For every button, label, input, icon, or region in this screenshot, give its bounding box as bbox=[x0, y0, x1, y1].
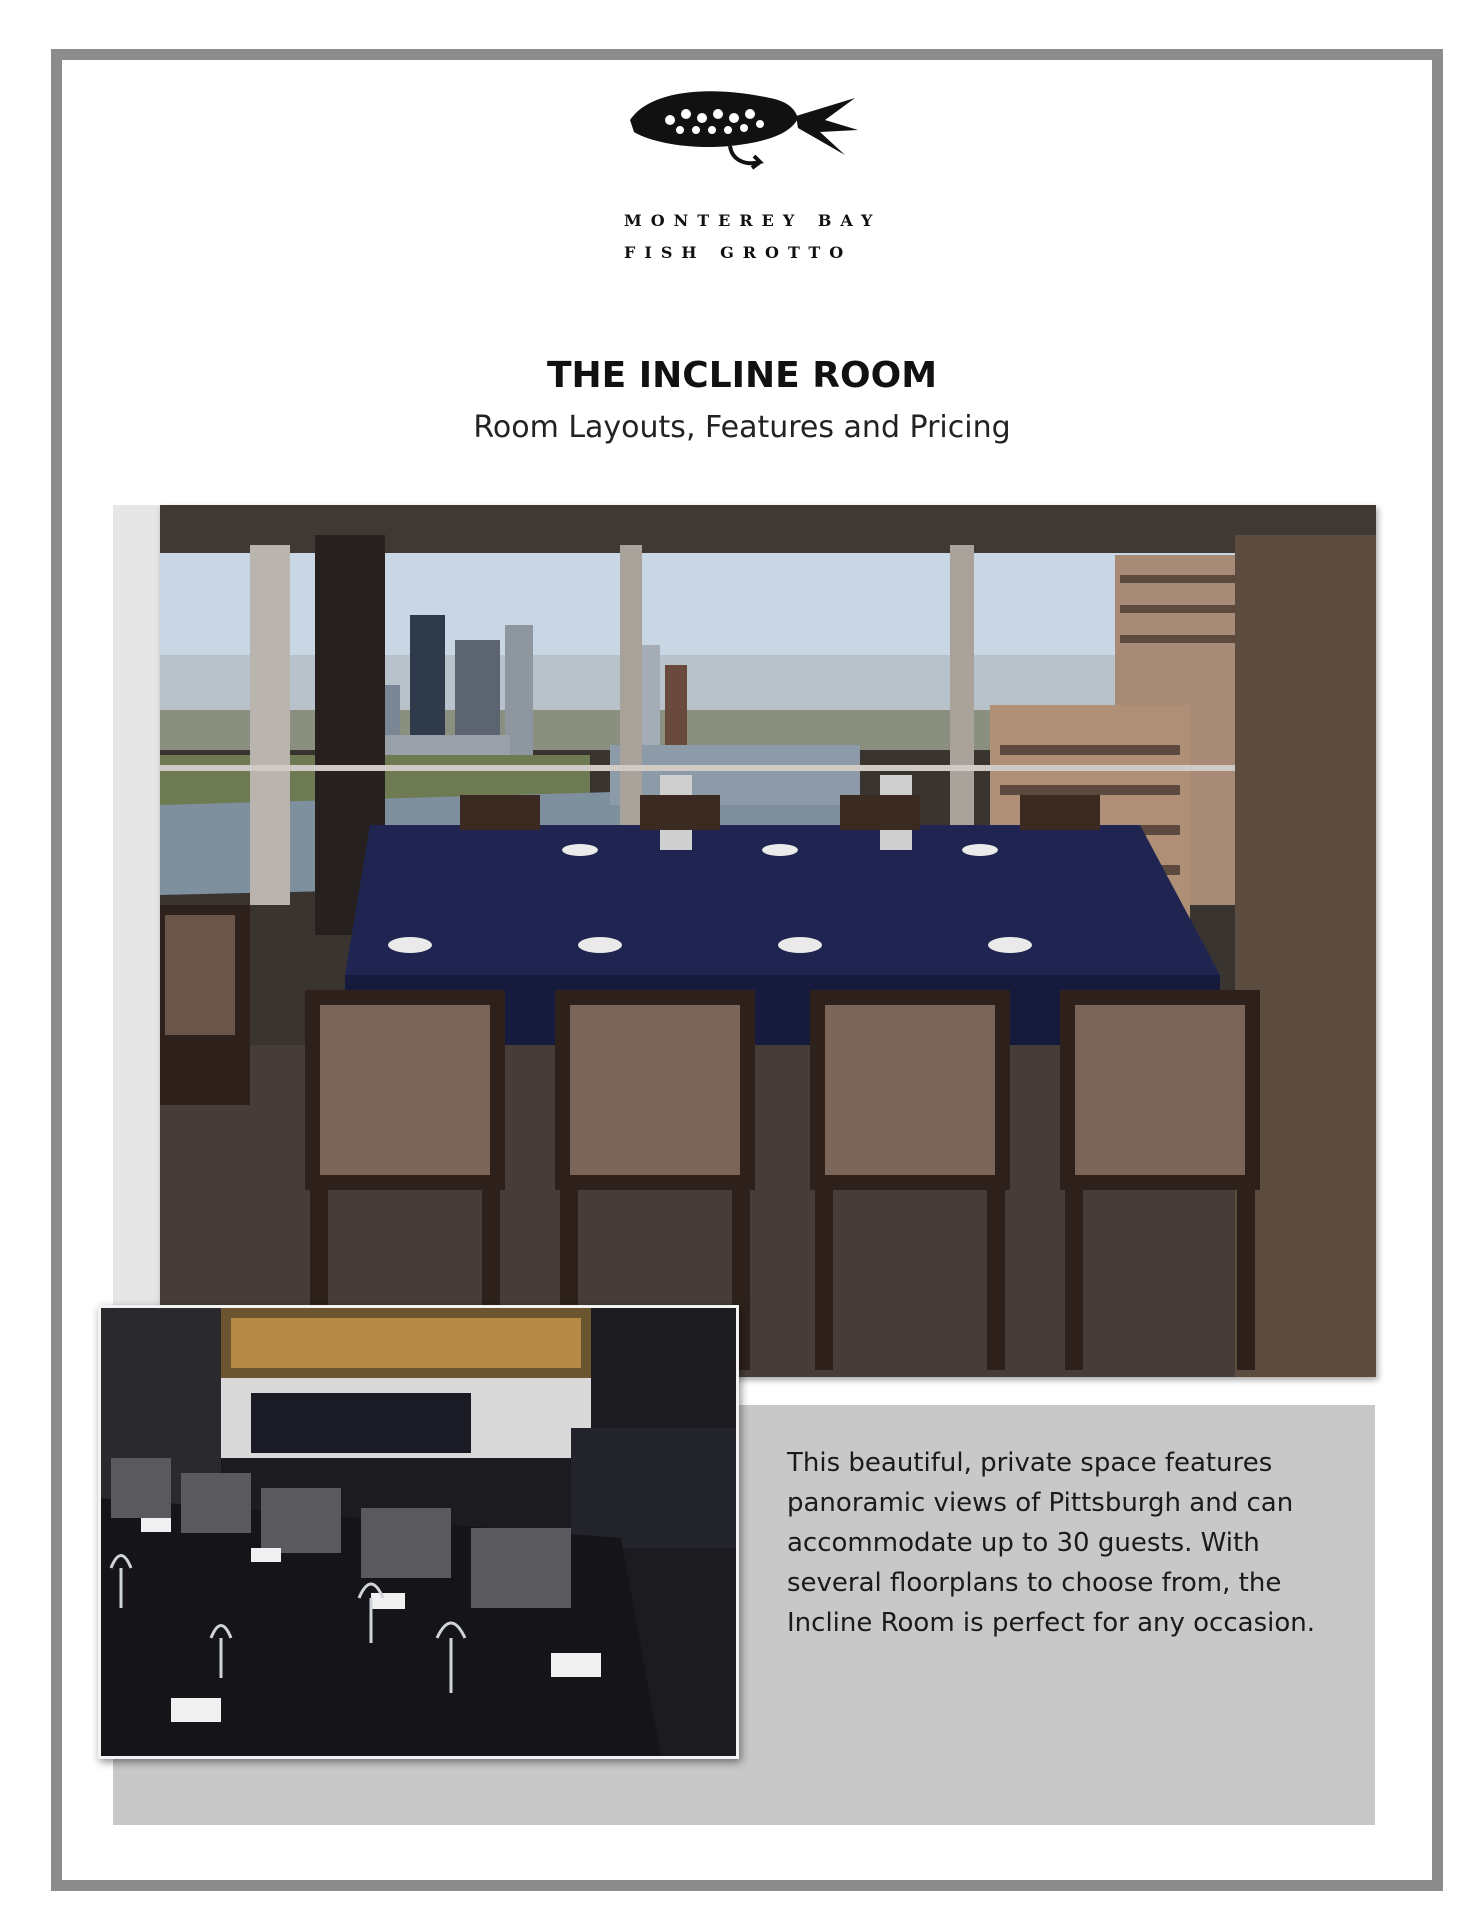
dining-room-interior-photo bbox=[98, 1305, 739, 1759]
page-subtitle: Room Layouts, Features and Pricing bbox=[473, 410, 1011, 445]
fish-logo-icon bbox=[620, 80, 860, 180]
brand-line-2: FISH GROTTO bbox=[624, 243, 853, 262]
brand-name bbox=[600, 205, 900, 269]
room-description: This beautiful, private space features panoramic views of Pittsburgh and can accommodate up to 30 guests. With several floorplans to choose from, the Incline Room is perfect for any occasion. bbox=[787, 1448, 1315, 1638]
background-strip bbox=[113, 505, 161, 1375]
page-title: THE INCLINE ROOM bbox=[546, 355, 938, 396]
brand-line-1: MONTEREY BAY bbox=[624, 211, 882, 230]
dining-room-with-city-view-photo bbox=[160, 505, 1376, 1377]
